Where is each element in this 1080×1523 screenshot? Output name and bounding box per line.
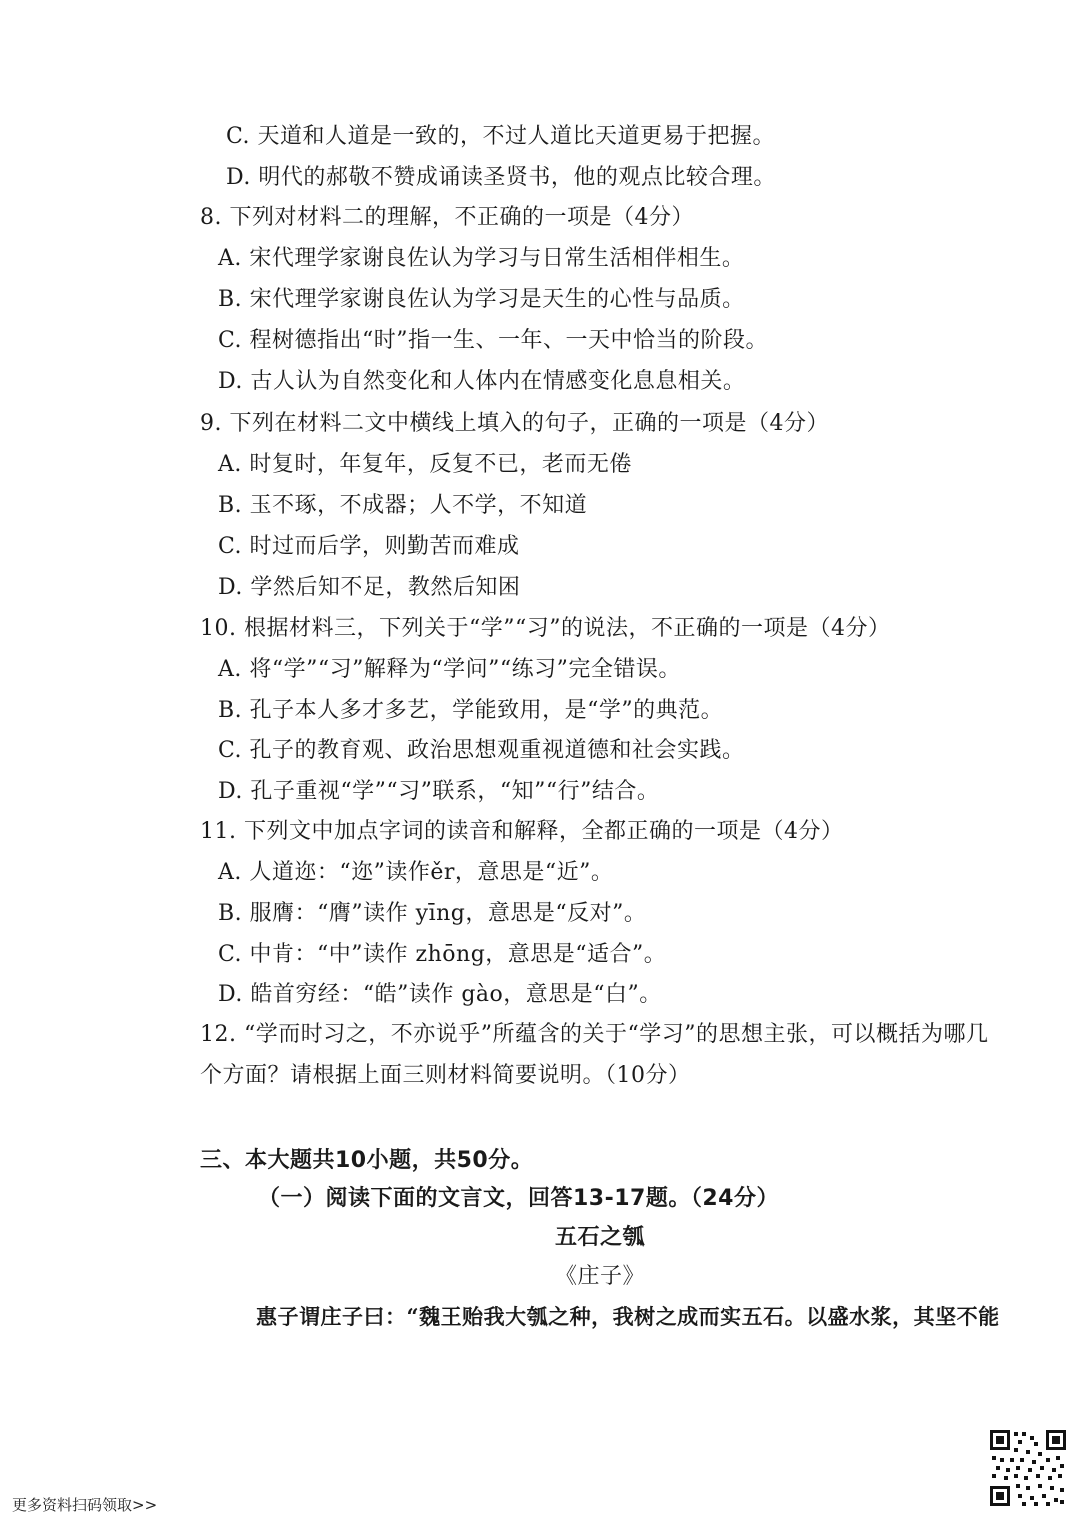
question-12-line-2: 个方面？请根据上面三则材料简要说明。（10分） xyxy=(200,1063,691,1088)
q8-option-c: C. 程树德指出“时”指一生、一年、一天中恰当的阶段。 xyxy=(218,328,769,353)
q10-option-b: B. 孔子本人多才多艺，学能致用，是“学”的典范。 xyxy=(218,698,724,723)
section-3-heading: 三、本大题共10小题，共50分。 xyxy=(200,1148,534,1173)
q11-option-d: D. 皓首穷经：“皓”读作 gào，意思是“白”。 xyxy=(218,982,662,1007)
q7-option-d: D. 明代的郝敬不赞成诵读圣贤书，他的观点比较合理。 xyxy=(226,165,776,190)
q8-option-a: A. 宋代理学家谢良佐认为学习与日常生活相伴相生。 xyxy=(218,246,745,271)
q7-option-c: C. 天道和人道是一致的，不过人道比天道更易于把握。 xyxy=(226,124,776,149)
passage-author: 《庄子》 xyxy=(554,1264,645,1289)
q9-option-d: D. 学然后知不足，教然后知困 xyxy=(218,575,521,600)
q9-option-c: C. 时过而后学，则勤苦而难成 xyxy=(218,534,520,559)
subsection-1-heading: （一）阅读下面的文言文，回答13-17题。（24分） xyxy=(258,1186,779,1211)
q9-option-b: B. 玉不琢，不成器；人不学，不知道 xyxy=(218,493,588,518)
question-9: 9. 下列在材料二文中横线上填入的句子，正确的一项是（4分） xyxy=(200,411,829,436)
q11-option-c: C. 中肯：“中”读作 zhōng，意思是“适合”。 xyxy=(218,942,667,967)
passage-title: 五石之瓠 xyxy=(554,1224,645,1250)
question-8: 8. 下列对材料二的理解，不正确的一项是（4分） xyxy=(200,205,694,230)
q10-option-c: C. 孔子的教育观、政治思想观重视道德和社会实践。 xyxy=(218,738,745,763)
question-12-line-1: 12. “学而时习之，不亦说乎”所蕴含的关于“学习”的思想主张，可以概括为哪几 xyxy=(200,1022,989,1047)
q8-option-b: B. 宋代理学家谢良佐认为学习是天生的心性与品质。 xyxy=(218,287,745,312)
footer-note: 更多资料扫码领取>> xyxy=(12,1496,158,1514)
q11-option-b: B. 服膺：“膺”读作 yīng，意思是“反对”。 xyxy=(218,901,647,926)
passage-text: 惠子谓庄子曰：“魏王贻我大瓠之种，我树之成而实五石。以盛水浆，其坚不能 xyxy=(256,1304,1000,1329)
question-11: 11. 下列文中加点字词的读音和解释，全都正确的一项是（4分） xyxy=(200,819,844,844)
q8-option-d: D. 古人认为自然变化和人体内在情感变化息息相关。 xyxy=(218,369,746,394)
q9-option-a: A. 时复时，年复年，反复不已，老而无倦 xyxy=(218,452,632,477)
q10-option-a: A. 将“学”“习”解释为“学问”“练习”完全错误。 xyxy=(218,657,681,682)
q10-option-d: D. 孔子重视“学”“习”联系，“知”“行”结合。 xyxy=(218,779,660,804)
q11-option-a: A. 人道迩：“迩”读作ěr，意思是“近”。 xyxy=(218,860,614,885)
question-10: 10. 根据材料三，下列关于“学”“习”的说法，不正确的一项是（4分） xyxy=(200,616,891,641)
qr-code-icon[interactable] xyxy=(988,1428,1068,1508)
